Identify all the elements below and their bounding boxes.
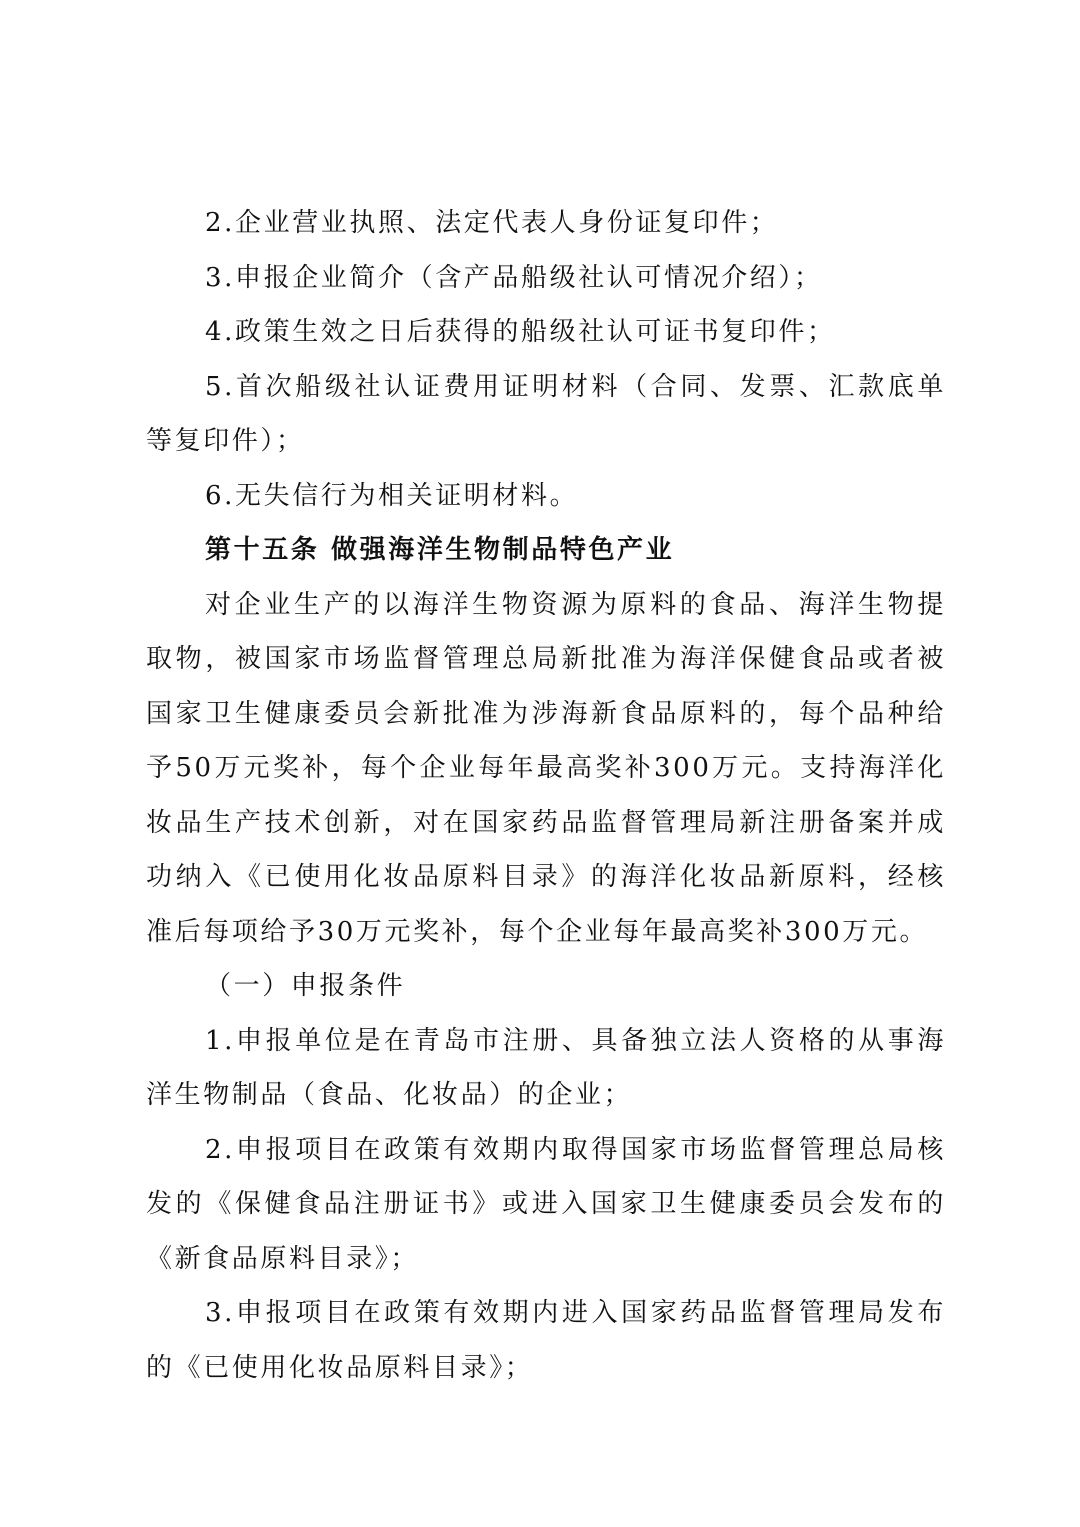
list-item-business-license: 2.企业营业执照、法定代表人身份证复印件；	[205, 208, 779, 238]
list-item-certification-fee-proof: 5.首次船级社认证费用证明材料（合同、发票、汇款底单等复印件）；	[146, 371, 946, 456]
article-body-paragraph: 对企业生产的以海洋生物资源为原料的食品、海洋生物提取物，被国家市场监督管理总局新批准为海洋保健食品或者被国家卫生健康委员会新批准为涉海新食品原料的，每个品种给予50万元奖补，每个企业每年最高奖补300万元。支持海洋化妆品生产技术创新，对在国家药品监督管理局新注册备案并成功纳入《已使用化妆品原料目录》的海洋化妆品新原料，经核准后每项给予30万元奖补，每个企业每年最高奖补300万元。	[146, 589, 946, 947]
section-heading-conditions: （一）申报条件	[205, 971, 406, 1001]
condition-item-cosmetic-catalog: 3.申报项目在政策有效期内进入国家药品监督管理局发布的《已使用化妆品原料目录》；	[146, 1298, 946, 1383]
document-body	[146, 196, 946, 1395]
condition-item-food-registration: 2.申报项目在政策有效期内取得国家市场监督管理总局核发的《保健食品注册证书》或进入国家卫生健康委员会发布的《新食品原料目录》；	[146, 1134, 946, 1274]
article-heading: 第十五条 做强海洋生物制品特色产业	[205, 535, 675, 565]
list-item-certificate-copy: 4.政策生效之日后获得的船级社认可证书复印件；	[205, 317, 836, 347]
list-item-no-dishonesty-proof: 6.无失信行为相关证明材料。	[205, 480, 579, 511]
list-item-company-profile: 3.申报企业简介（含产品船级社认可情况介绍）；	[205, 262, 823, 293]
condition-item-eligible-company: 1.申报单位是在青岛市注册、具备独立法人资格的从事海洋生物制品（食品、化妆品）的企业；	[146, 1025, 946, 1110]
